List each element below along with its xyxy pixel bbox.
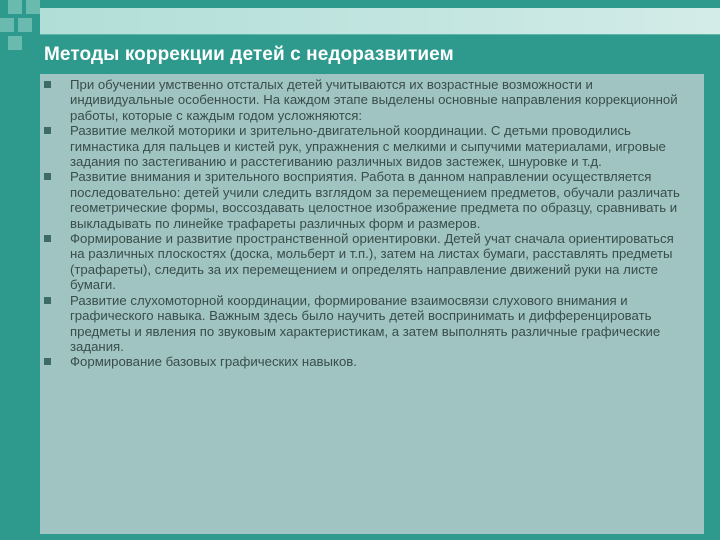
bullet-square-icon <box>44 81 51 88</box>
bullet-list <box>40 77 680 370</box>
slide-title: Методы коррекции детей с недоразвитием <box>44 44 454 65</box>
list-item <box>40 293 680 355</box>
bullet-square-icon <box>44 358 51 365</box>
bullet-square-icon <box>44 235 51 242</box>
bullet-square-icon <box>44 297 51 304</box>
deco-square <box>26 0 40 14</box>
deco-square <box>8 36 22 50</box>
list-item <box>40 123 680 169</box>
list-item-text: Развитие внимания и зрительного восприятия. Работа в данном направлении осуществляется последовательно: детей учили следить взглядом за перемещением предметов, обучали различать геометрические формы, воссоздавать целостное изображение предмета по образцу, сравнивать и выкладывать по линейке трафареты различных форм и размеров. <box>70 169 680 231</box>
list-item <box>40 231 680 293</box>
deco-square <box>0 18 14 32</box>
list-item-text: Развитие слухомоторной координации, формирование взаимосвязи слухового внимания и графического навыка. Важным здесь было научить детей воспринимать и дифференцировать предметы и явления по звуковым характеристикам, а затем выполнять различные графические задания. <box>70 292 661 354</box>
list-item <box>40 354 680 369</box>
list-item-text: Формирование и развитие пространственной ориентировки. Детей учат сначала ориентироваться на различных плоскостях (доска, мольберт и т.п.), затем на листах бумаги, расставлять предметы (трафареты), следить за их перемещением и определять направление движений руки на листе бумаги. <box>70 231 674 293</box>
list-item-text: Формирование базовых графических навыков. <box>70 354 357 370</box>
list-item <box>40 169 680 231</box>
header-divider <box>40 34 720 35</box>
bullet-square-icon <box>44 173 51 180</box>
deco-square <box>8 0 22 14</box>
list-item-text: Развитие мелкой моторики и зрительно-двигательной координации. С детьми проводились гимнастика для пальцев и кистей рук, упражнения с мелкими и сыпучими материалами, игровые задания по застегиванию и расстегиванию различных видов застежек, шнуровке и т.д. <box>70 123 666 170</box>
bullet-square-icon <box>44 127 51 134</box>
deco-square <box>18 18 32 32</box>
list-item-text: При обучении умственно отсталых детей учитываются их возрастные возможности и индивидуальные особенности. На каждом этапе выделены основные направления коррекционной работы, которые с каждым годом усложняются: <box>70 77 678 123</box>
header-band <box>40 8 720 34</box>
list-item <box>40 77 680 123</box>
